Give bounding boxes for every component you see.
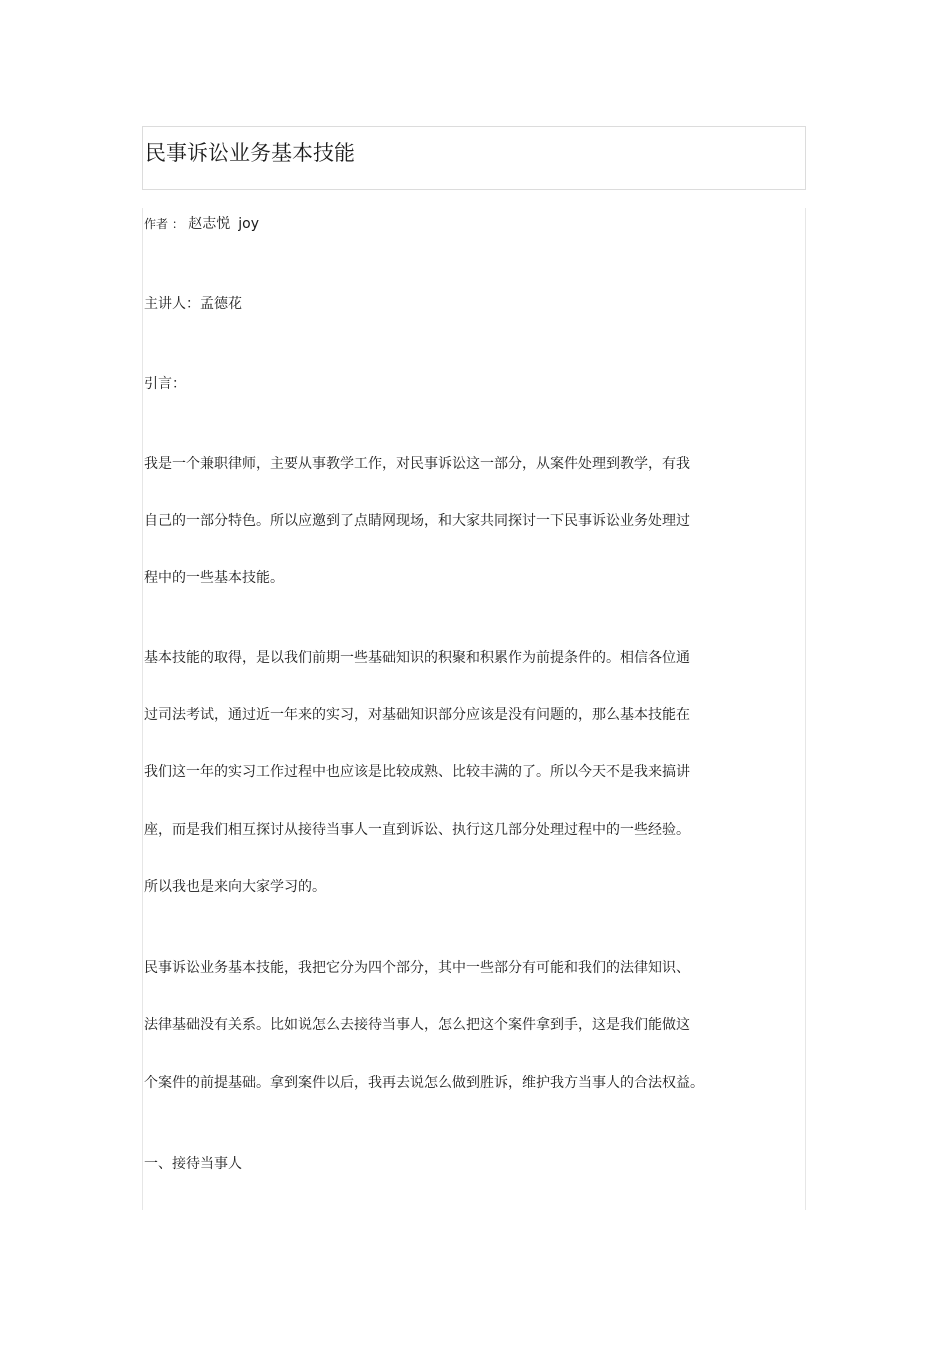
paragraph-line: 程中的一些基本技能。: [144, 570, 284, 586]
title-box: [142, 126, 806, 190]
paragraph-line: 个案件的前提基础。拿到案件以后，我再去说怎么做到胜诉，维护我方当事人的合法权益。: [144, 1075, 704, 1091]
paragraph-line: 所以我也是来向大家学习的。: [144, 879, 326, 895]
paragraph-line: 自己的一部分特色。所以应邀到了点睛网现场，和大家共同探讨一下民事诉讼业务处理过: [144, 513, 690, 529]
paragraph-line: 法律基础没有关系。比如说怎么去接待当事人，怎么把这个案件拿到手，这是我们能做这: [144, 1017, 690, 1033]
author-line: [144, 215, 259, 233]
paragraph-line: 民事诉讼业务基本技能，我把它分为四个部分，其中一些部分有可能和我们的法律知识、: [144, 960, 690, 976]
paragraph-line: 基本技能的取得，是以我们前期一些基础知识的积聚和积累作为前提条件的。相信各位通: [144, 650, 690, 666]
paragraph-line: 我们这一年的实习工作过程中也应该是比较成熟、比较丰满的了。所以今天不是我来搞讲: [144, 764, 690, 780]
section-heading: 一、接待当事人: [144, 1156, 242, 1172]
intro-heading: 引言：: [144, 376, 186, 392]
author-label: 作者 ：: [144, 217, 184, 231]
document-title: 民事诉讼业务基本技能: [145, 141, 355, 165]
author-en: joy: [238, 216, 260, 232]
speaker-line: 主讲人：孟德花: [144, 296, 242, 312]
paragraph-line: 座，而是我们相互探讨从接待当事人一直到诉讼、执行这几部分处理过程中的一些经验。: [144, 822, 690, 838]
author-name: 赵志悦: [188, 216, 231, 232]
paragraph-line: 过司法考试，通过近一年来的实习，对基础知识部分应该是没有问题的，那么基本技能在: [144, 707, 690, 723]
paragraph-line: 我是一个兼职律师，主要从事教学工作，对民事诉讼这一部分，从案件处理到教学，有我: [144, 456, 690, 472]
